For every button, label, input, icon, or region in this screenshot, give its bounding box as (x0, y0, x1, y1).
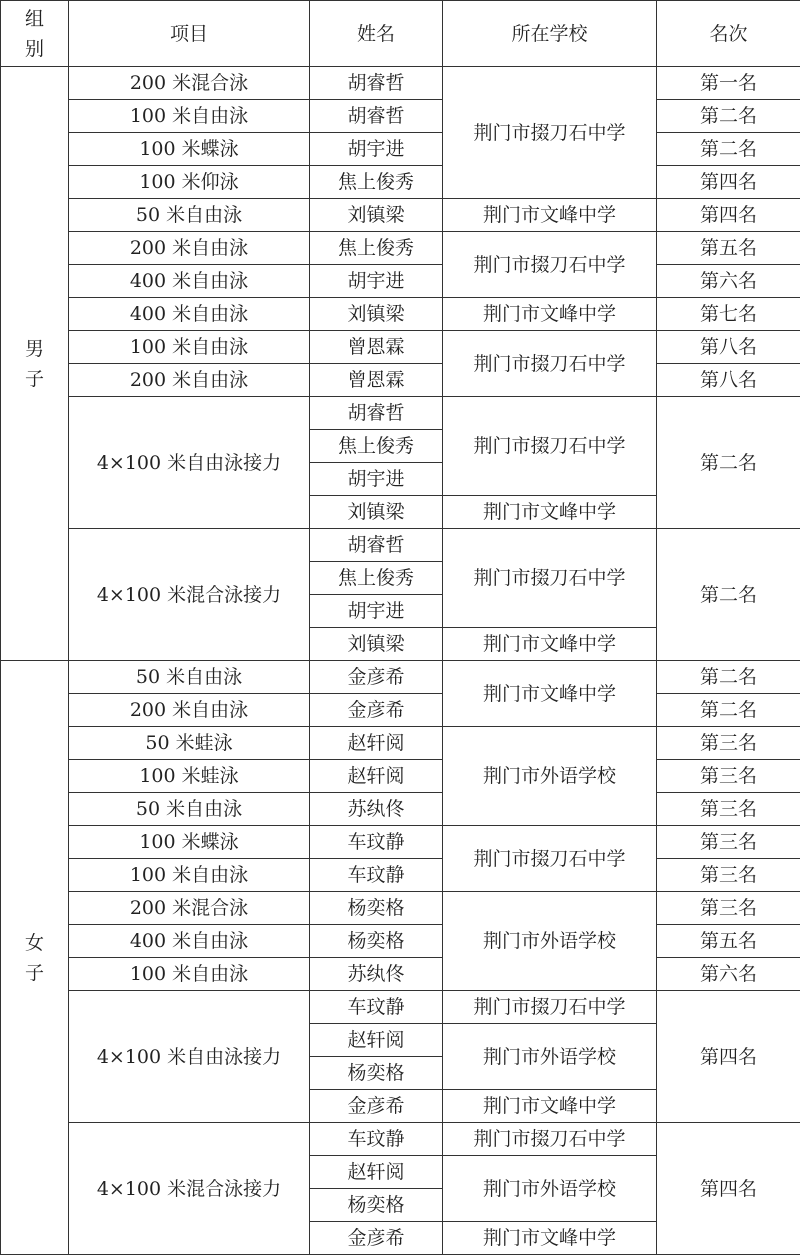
name-cell: 曾恩霖 (310, 364, 443, 397)
name-cell: 车玟静 (310, 1123, 443, 1156)
school-cell: 荆门市文峰中学 (443, 496, 657, 529)
name-cell: 金彦希 (310, 661, 443, 694)
event-cell: 200 米自由泳 (69, 232, 310, 265)
group-label: 女子 (25, 931, 45, 984)
table-row (1, 364, 800, 397)
school-cell: 荆门市文峰中学 (443, 628, 657, 661)
name-cell: 焦上俊秀 (310, 232, 443, 265)
name-cell: 车玟静 (310, 859, 443, 892)
name-cell: 曾恩霖 (310, 331, 443, 364)
header-event: 项目 (69, 1, 310, 67)
rank-cell: 第三名 (657, 727, 800, 760)
table-row (1, 199, 800, 232)
table-row (1, 661, 800, 694)
table-row (1, 166, 800, 199)
table-row (1, 991, 800, 1024)
school-cell: 荆门市掇刀石中学 (443, 232, 657, 298)
event-cell: 100 米自由泳 (69, 100, 310, 133)
rank-cell: 第二名 (657, 529, 800, 661)
header-school: 所在学校 (443, 1, 657, 67)
event-cell: 200 米混合泳 (69, 67, 310, 100)
name-cell: 金彦希 (310, 694, 443, 727)
rank-cell: 第四名 (657, 1123, 800, 1255)
school-cell: 荆门市外语学校 (443, 892, 657, 991)
rank-cell: 第一名 (657, 67, 800, 100)
name-cell: 杨奕格 (310, 1057, 443, 1090)
school-cell: 荆门市掇刀石中学 (443, 397, 657, 496)
name-cell: 车玟静 (310, 991, 443, 1024)
name-cell: 苏纨佟 (310, 793, 443, 826)
event-cell: 100 米自由泳 (69, 958, 310, 991)
event-cell: 50 米自由泳 (69, 793, 310, 826)
event-cell: 4×100 米混合泳接力 (69, 529, 310, 661)
rank-cell: 第二名 (657, 100, 800, 133)
rank-cell: 第二名 (657, 661, 800, 694)
rank-cell: 第三名 (657, 892, 800, 925)
header-group: 组别 (1, 1, 69, 67)
header-row (1, 1, 800, 67)
name-cell: 胡睿哲 (310, 100, 443, 133)
name-cell: 赵轩阅 (310, 727, 443, 760)
table-row (1, 859, 800, 892)
group-cell (1, 661, 69, 1255)
event-cell: 4×100 米自由泳接力 (69, 991, 310, 1123)
table-row (1, 727, 800, 760)
table-row (1, 397, 800, 430)
event-cell: 200 米混合泳 (69, 892, 310, 925)
school-cell: 荆门市文峰中学 (443, 661, 657, 727)
name-cell: 胡宇进 (310, 595, 443, 628)
name-cell: 杨奕格 (310, 892, 443, 925)
name-cell: 刘镇梁 (310, 298, 443, 331)
header-name: 姓名 (310, 1, 443, 67)
event-cell: 100 米蛙泳 (69, 760, 310, 793)
table-row (1, 298, 800, 331)
name-cell: 胡睿哲 (310, 397, 443, 430)
table-row (1, 265, 800, 298)
school-cell: 荆门市外语学校 (443, 1156, 657, 1222)
table-row (1, 826, 800, 859)
event-cell: 400 米自由泳 (69, 925, 310, 958)
event-cell: 400 米自由泳 (69, 265, 310, 298)
school-cell: 荆门市文峰中学 (443, 298, 657, 331)
rank-cell: 第二名 (657, 694, 800, 727)
rank-cell: 第八名 (657, 364, 800, 397)
rank-cell: 第二名 (657, 397, 800, 529)
name-cell: 胡宇进 (310, 133, 443, 166)
rank-cell: 第三名 (657, 859, 800, 892)
table-row (1, 67, 800, 100)
name-cell: 胡睿哲 (310, 529, 443, 562)
event-cell: 50 米自由泳 (69, 661, 310, 694)
name-cell: 金彦希 (310, 1090, 443, 1123)
event-cell: 200 米自由泳 (69, 694, 310, 727)
name-cell: 胡睿哲 (310, 67, 443, 100)
table-row (1, 133, 800, 166)
rank-cell: 第三名 (657, 793, 800, 826)
rank-cell: 第三名 (657, 760, 800, 793)
table-row (1, 100, 800, 133)
school-cell: 荆门市文峰中学 (443, 1222, 657, 1255)
name-cell: 焦上俊秀 (310, 166, 443, 199)
school-cell: 荆门市掇刀石中学 (443, 991, 657, 1024)
school-cell: 荆门市掇刀石中学 (443, 826, 657, 892)
event-cell: 50 米自由泳 (69, 199, 310, 232)
school-cell: 荆门市外语学校 (443, 1024, 657, 1090)
table-row (1, 958, 800, 991)
rank-cell: 第四名 (657, 166, 800, 199)
rank-cell: 第二名 (657, 133, 800, 166)
name-cell: 刘镇梁 (310, 496, 443, 529)
event-cell: 100 米蝶泳 (69, 133, 310, 166)
event-cell: 4×100 米自由泳接力 (69, 397, 310, 529)
name-cell: 刘镇梁 (310, 628, 443, 661)
name-cell: 车玟静 (310, 826, 443, 859)
group-label: 男子 (25, 337, 45, 390)
table-row (1, 892, 800, 925)
header-rank: 名次 (657, 1, 800, 67)
table-row (1, 331, 800, 364)
group-cell (1, 67, 69, 661)
table-row (1, 793, 800, 826)
event-cell: 200 米自由泳 (69, 364, 310, 397)
event-cell: 50 米蛙泳 (69, 727, 310, 760)
event-cell: 400 米自由泳 (69, 298, 310, 331)
name-cell: 胡宇进 (310, 265, 443, 298)
school-cell: 荆门市掇刀石中学 (443, 331, 657, 397)
table-row (1, 925, 800, 958)
rank-cell: 第七名 (657, 298, 800, 331)
school-cell: 荆门市外语学校 (443, 727, 657, 826)
name-cell: 杨奕格 (310, 1189, 443, 1222)
event-cell: 100 米自由泳 (69, 859, 310, 892)
name-cell: 金彦希 (310, 1222, 443, 1255)
school-cell: 荆门市文峰中学 (443, 199, 657, 232)
name-cell: 胡宇进 (310, 463, 443, 496)
rank-cell: 第三名 (657, 826, 800, 859)
school-cell: 荆门市掇刀石中学 (443, 67, 657, 199)
table-row (1, 694, 800, 727)
rank-cell: 第六名 (657, 265, 800, 298)
name-cell: 杨奕格 (310, 925, 443, 958)
table-row (1, 529, 800, 562)
name-cell: 刘镇梁 (310, 199, 443, 232)
event-cell: 100 米仰泳 (69, 166, 310, 199)
rank-cell: 第五名 (657, 232, 800, 265)
name-cell: 焦上俊秀 (310, 562, 443, 595)
table-row (1, 232, 800, 265)
event-cell: 100 米蝶泳 (69, 826, 310, 859)
name-cell: 赵轩阅 (310, 760, 443, 793)
name-cell: 赵轩阅 (310, 1156, 443, 1189)
name-cell: 苏纨佟 (310, 958, 443, 991)
school-cell: 荆门市掇刀石中学 (443, 1123, 657, 1156)
school-cell: 荆门市文峰中学 (443, 1090, 657, 1123)
school-cell: 荆门市掇刀石中学 (443, 529, 657, 628)
table-row (1, 760, 800, 793)
rank-cell: 第四名 (657, 199, 800, 232)
name-cell: 赵轩阅 (310, 1024, 443, 1057)
table-row (1, 1123, 800, 1156)
rank-cell: 第四名 (657, 991, 800, 1123)
event-cell: 4×100 米混合泳接力 (69, 1123, 310, 1255)
rank-cell: 第六名 (657, 958, 800, 991)
event-cell: 100 米自由泳 (69, 331, 310, 364)
rank-cell: 第五名 (657, 925, 800, 958)
rank-cell: 第八名 (657, 331, 800, 364)
name-cell: 焦上俊秀 (310, 430, 443, 463)
